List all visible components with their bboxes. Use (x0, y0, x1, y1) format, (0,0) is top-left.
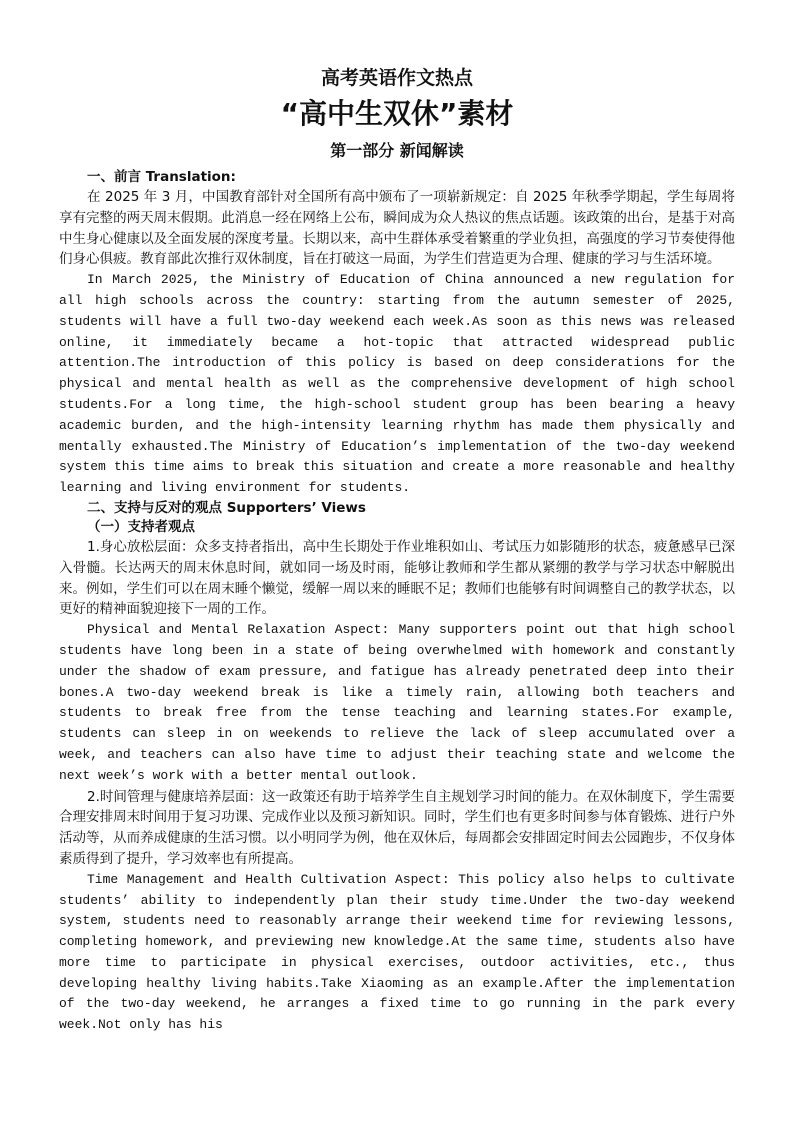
supporters-heading: （一）支持者观点 (87, 518, 195, 535)
document-title: “高中生双休”素材 (280, 97, 514, 130)
document-page (59, 64, 735, 1036)
preface-paragraph-en: In March 2025, the Ministry of Education of China announced a new regulation for all high schools across the country: starting from the autumn semester of 2025, students will have a full two-day weekend each week.As soon as this news was released online, it immediately became a hot-topic that attracted widespread public attention.The introduction of this policy is based on deep considerations for the physical and mental health as well as the comprehensive development of high school students.For a long time, the high-school student group has been bearing a heavy academic burden, and the high-intensity learning rhythm has made them physically and mentally exhausted.The Ministry of Education’s implementation of the two-day weekend system this time aims to break this situation and create a more reasonable and healthy learning and living environment for students. (59, 272, 735, 496)
document-supertitle: 高考英语作文热点 (320, 67, 473, 89)
point1-paragraph-en: Physical and Mental Relaxation Aspect: Many supporters point out that high school students have long been in a state of being overwhelmed with homework and constantly under the shadow of exam pressure, and fatigue has already penetrated deep into their bones.A two-day weekend break is like a timely rain, allowing both teachers and students to break free from the tense teaching and learning states.For example, students can sleep in on weekends to relieve the lack of sleep accumulated over a week, and teachers can also have time to adjust their teaching state and welcome the next week’s work with a better mental outlook. (59, 622, 735, 783)
views-heading: 二、支持与反对的观点 Supporters’ Views (87, 499, 366, 516)
point2-paragraph-cn: 2.时间管理与健康培养层面：这一政策还有助于培养学生自主规划学习时间的能力。在双休制度下，学生需要合理安排周末时间用于复习功课、完成作业以及预习新知识。同时，学生们也有更多时间参与体育锻炼、进行户外活动等，从而养成健康的生活习惯。以小明同学为例，他在双休后，每周都会安排固定时间去公园跑步，不仅身体素质得到了提升，学习效率也有所提高。 (59, 788, 735, 867)
preface-paragraph-cn: 在 2025 年 3 月，中国教育部针对全国所有高中颁布了一项崭新规定：自 2025 年秋季学期起，学生每周将享有完整的两天周末假期。此消息一经在网络上公布，瞬间成为众人热议的焦点话题。该政策的出台，是基于对高中生身心健康以及全面发展的深度考量。长期以来，高中生群体承受着繁重的学业负担，高强度的学习节奏使得他们身心俱疲。教育部此次推行双休制度，旨在打破这一局面，为学生们营造更为合理、健康的学习与生活环境。 (59, 189, 735, 268)
part-title: 第一部分 新闻解读 (330, 141, 464, 160)
point2-paragraph-en: Time Management and Health Cultivation Aspect: This policy also helps to cultivate students’ ability to independently plan their study time.Under the two-day weekend system, students need to reasonably arrange their weekend time for reviewing lessons, completing homework, and previewing new knowledge.At the same time, students also have more time to participate in physical exercises, outdoor activities, etc., thus developing healthy living habits.Take Xiaoming as an example.After the implementation of the two-day weekend, he arranges a fixed time to go running in the park every week.Not only has his (59, 871, 735, 1033)
preface-heading: 一、前言 Translation: (87, 169, 236, 185)
point1-paragraph-cn: 1.身心放松层面：众多支持者指出，高中生长期处于作业堆积如山、考试压力如影随形的状态，疲惫感早已深入骨髓。长达两天的周末休息时间，就如同一场及时雨，能够让教师和学生都从紧绷的教学与学习状态中解脱出来。例如，学生们可以在周末睡个懒觉，缓解一周以来的睡眠不足；教师们也能够有时间调整自己的教学状态，以更好的精神面貌迎接下一周的工作。 (59, 538, 735, 618)
